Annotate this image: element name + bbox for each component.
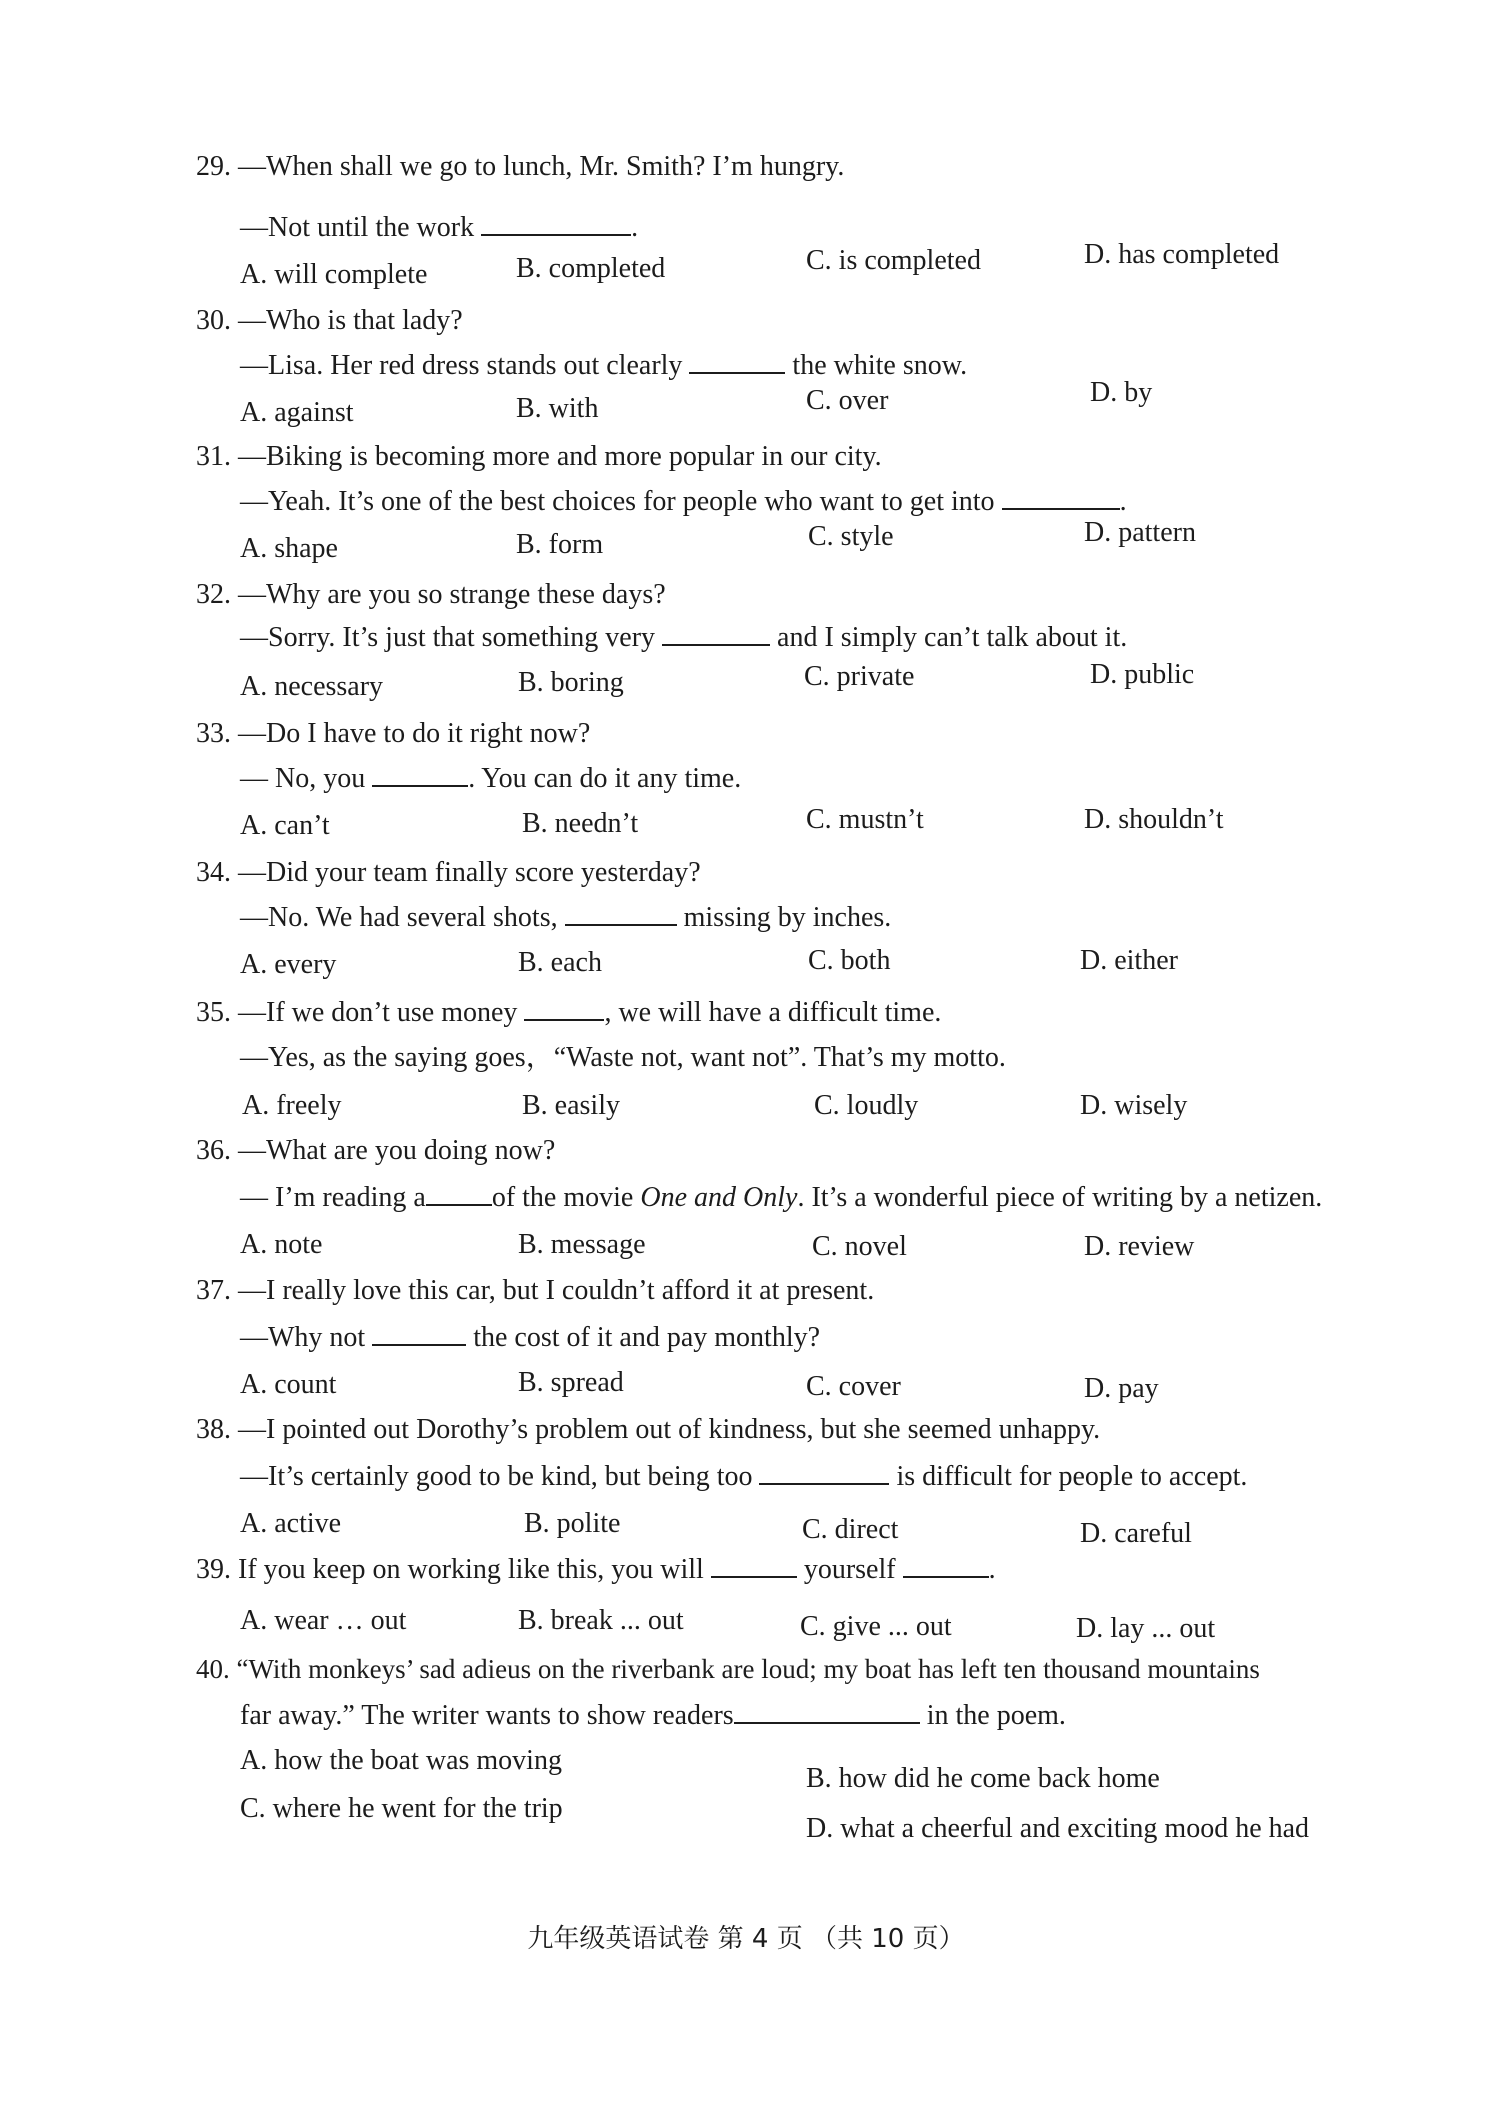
answer-blank	[372, 761, 468, 787]
option-d: D. what a cheerful and exciting mood he had	[806, 1813, 1310, 1844]
answer-text-end: and I simply can’t talk about it.	[777, 622, 1128, 653]
answer-text: —Yeah. It’s one of the best choices for people who want to get into	[240, 486, 995, 517]
option-b: B. spread	[518, 1367, 624, 1398]
question-text: If you keep on working like this, you will	[238, 1554, 704, 1585]
question-blank-2	[903, 1552, 989, 1578]
option-c: C. mustn’t	[806, 804, 924, 835]
answer-text: —It’s certainly good to be kind, but being too	[240, 1461, 753, 1492]
answer-text: —Yes, as the saying goes，“Waste not, want not”. That’s my motto.	[240, 1042, 1006, 1073]
option-a: A. against	[240, 397, 354, 428]
answer-blank	[689, 348, 785, 374]
option-a: A. count	[240, 1369, 337, 1400]
answer-text-end: missing by inches.	[683, 902, 892, 933]
answer-blank	[481, 210, 631, 236]
option-a: A. every	[240, 949, 337, 980]
question-number: 33.	[196, 718, 231, 749]
option-d: D. review	[1084, 1231, 1195, 1262]
question-number: 35.	[196, 997, 231, 1028]
answer-blank	[759, 1459, 889, 1485]
answer-text: —Not until the work	[240, 212, 475, 243]
option-c: C. give ... out	[800, 1611, 952, 1642]
answer-text-end: the white snow.	[792, 350, 968, 381]
question-blank	[711, 1552, 797, 1578]
question-blank	[734, 1698, 920, 1724]
answer-text-end: is difficult for people to accept.	[896, 1461, 1248, 1492]
question-number: 32.	[196, 579, 231, 610]
option-b: B. polite	[524, 1508, 621, 1539]
option-d: D. lay ... out	[1076, 1613, 1216, 1644]
answer-text: — I’m reading a	[240, 1182, 426, 1213]
answer-text-end: . It’s a wonderful piece of writing by a netizen.	[797, 1182, 1323, 1213]
answer-text-end: the cost of it and pay monthly?	[473, 1322, 821, 1353]
answer-text: —Why not	[240, 1322, 366, 1353]
question-number: 38.	[196, 1414, 231, 1445]
option-d: D. careful	[1080, 1518, 1192, 1549]
option-b: B. break ... out	[518, 1605, 684, 1636]
answer-blank	[1002, 484, 1120, 510]
question-text: —When shall we go to lunch, Mr. Smith? I’m hungry.	[238, 151, 845, 182]
option-b: B. easily	[522, 1090, 620, 1121]
option-a: A. active	[240, 1508, 342, 1539]
option-a: A. note	[240, 1229, 323, 1260]
option-c: C. style	[808, 521, 894, 552]
option-c: C. both	[808, 945, 891, 976]
option-c: C. cover	[806, 1371, 901, 1402]
question-text: —Who is that lady?	[238, 305, 463, 336]
answer-text: —No. We had several shots,	[240, 902, 558, 933]
option-c: C. private	[804, 661, 915, 692]
question-text: “With monkeys’ sad adieus on the riverbank are loud; my boat has left ten thousand mountains	[236, 1654, 1260, 1684]
answer-text: —Sorry. It’s just that something very	[240, 622, 656, 653]
option-d: D. pay	[1084, 1373, 1159, 1404]
option-b: B. how did he come back home	[806, 1763, 1160, 1794]
question-text: —Biking is becoming more and more popular in our city.	[238, 441, 882, 472]
option-b: B. with	[516, 393, 599, 424]
question-text-mid: yourself	[803, 1554, 896, 1585]
question-number: 29.	[196, 151, 231, 182]
option-d: D. wisely	[1080, 1090, 1188, 1121]
option-b: B. boring	[518, 667, 624, 698]
question-number: 31.	[196, 441, 231, 472]
option-c: C. novel	[812, 1231, 907, 1262]
option-a: A. how the boat was moving	[240, 1745, 562, 1776]
option-d: D. either	[1080, 945, 1178, 976]
option-d: D. pattern	[1084, 517, 1196, 548]
option-c: C. direct	[802, 1514, 899, 1545]
answer-text-mid: of the movie	[491, 1182, 641, 1213]
answer-blank	[426, 1180, 492, 1206]
question-text-end: , we will have a difficult time.	[604, 997, 942, 1028]
question-text: —If we don’t use money	[238, 997, 518, 1028]
option-c: C. over	[806, 385, 889, 416]
question-text-cont: far away.” The writer wants to show readers	[240, 1700, 734, 1731]
option-d: D. has completed	[1084, 239, 1280, 270]
answer-blank	[372, 1320, 466, 1346]
answer-text-end: .	[631, 212, 639, 243]
question-text: —Why are you so strange these days?	[238, 579, 666, 610]
question-text-end: in the poem.	[926, 1700, 1066, 1731]
option-d: D. shouldn’t	[1084, 804, 1224, 835]
question-number: 37.	[196, 1275, 231, 1306]
question-text: —I pointed out Dorothy’s problem out of kindness, but she seemed unhappy.	[238, 1414, 1101, 1445]
question-number: 40.	[196, 1654, 230, 1684]
option-a: A. can’t	[240, 810, 330, 841]
answer-text: —Lisa. Her red dress stands out clearly	[240, 350, 683, 381]
option-b: B. needn’t	[522, 808, 639, 839]
question-text: —What are you doing now?	[238, 1135, 556, 1166]
option-b: B. message	[518, 1229, 646, 1260]
question-text: —I really love this car, but I couldn’t afford it at present.	[238, 1275, 875, 1306]
question-text: —Did your team finally score yesterday?	[238, 857, 701, 888]
question-blank	[524, 995, 604, 1021]
option-b: B. form	[516, 529, 604, 560]
question-text-end: .	[988, 1554, 996, 1585]
option-a: A. necessary	[240, 671, 384, 702]
question-number: 30.	[196, 305, 231, 336]
option-b: B. completed	[516, 253, 666, 284]
option-c: C. is completed	[806, 245, 981, 276]
option-d: D. by	[1090, 377, 1153, 408]
page-footer: 九年级英语试卷 第 4 页 （共 10 页）	[527, 1924, 965, 1954]
option-a: A. freely	[242, 1090, 342, 1121]
option-c: C. loudly	[814, 1090, 919, 1121]
question-number: 39.	[196, 1554, 231, 1585]
option-a: A. shape	[240, 533, 338, 564]
option-a: A. wear … out	[240, 1605, 407, 1636]
option-b: B. each	[518, 947, 602, 978]
answer-text-end: .	[1119, 486, 1127, 517]
option-a: A. will complete	[240, 259, 428, 290]
answer-text: — No, you	[240, 763, 366, 794]
option-c: C. where he went for the trip	[240, 1793, 563, 1824]
question-text: —Do I have to do it right now?	[238, 718, 591, 749]
question-number: 36.	[196, 1135, 231, 1166]
question-number: 34.	[196, 857, 231, 888]
answer-blank	[662, 620, 770, 646]
option-d: D. public	[1090, 659, 1195, 690]
answer-text-end: . You can do it any time.	[468, 763, 742, 794]
movie-title: One and Only	[640, 1182, 798, 1213]
answer-blank	[565, 900, 677, 926]
